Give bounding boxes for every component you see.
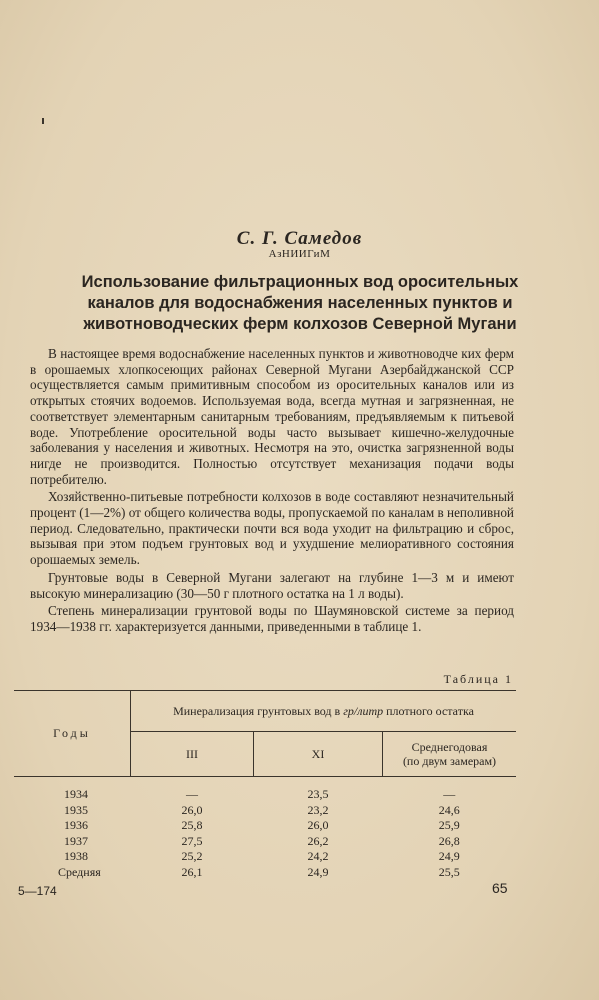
cell-year: 1936 <box>64 818 88 832</box>
cell-iii: 26,1 <box>181 864 203 879</box>
paragraph: Грунтовые воды в Северной Мугани залегают на глубине 1—3 м и имеют высокую минерализацию (30—50 г плотного остатка на 1 л воды). <box>30 569 514 601</box>
cell-xi: 26,2 <box>307 833 329 848</box>
article-body <box>30 346 514 635</box>
page-number: 65 <box>492 880 508 896</box>
table-row <box>14 834 516 850</box>
cell-iii: 25,8 <box>181 818 203 832</box>
table-row <box>14 803 516 819</box>
header-mineralization <box>131 691 517 732</box>
author-affiliation: АзНИИГиМ <box>268 248 331 260</box>
header-col-iii: III <box>131 732 254 777</box>
table-row <box>14 777 516 803</box>
header-suffix: плотного остатка <box>383 703 474 718</box>
header-avg-line2: (по двум замерам) <box>402 754 497 768</box>
paragraph: Степень минерализации грунтовой воды по Шаумяновской системе за период 1934—1938 гг. характеризуется данными, приведенными в таблице 1. <box>30 603 514 634</box>
header-unit: гр/литр <box>343 703 384 718</box>
cell-year: 1934 <box>64 787 88 801</box>
table-row <box>14 818 516 834</box>
header-avg-line1: Среднегодовая <box>411 740 488 754</box>
cell-xi: 24,9 <box>307 864 329 879</box>
cell-year: 1938 <box>64 849 88 863</box>
header-col-xi: XI <box>254 732 383 777</box>
cell-avg: 26,8 <box>438 833 460 848</box>
cell-avg: 25,9 <box>438 818 460 832</box>
table-row-average <box>14 865 516 881</box>
cell-iii: 27,5 <box>181 833 203 848</box>
mineralization-table <box>14 690 516 880</box>
header-prefix: Минерализация грунтовых вод в <box>173 703 344 718</box>
table-row <box>14 849 516 865</box>
cell-avg: — <box>443 787 456 801</box>
title-line: животноводческих ферм колхозов Северной Мугани <box>83 315 517 333</box>
cell-avg: 25,5 <box>438 864 460 879</box>
cell-avg: 24,6 <box>438 802 460 817</box>
cell-xi: 23,2 <box>307 802 329 817</box>
title-line: каналов для водоснабжения населенных пунктов и <box>87 294 513 312</box>
cell-year: 1935 <box>64 802 88 817</box>
header-years: Годы <box>14 691 131 777</box>
cell-xi: 26,0 <box>307 818 329 832</box>
paragraph: Хозяйственно-питьевые потребности колхозов в воде составляют незначительный процент (1—2%) от общего количества воды, пропускаемой по каналам в неполивной период. Следовательно, практически почти вся вода уходит на фильтрацию и сброс, вызывая при этом подъем грунтовых вод и ухудшение мелиоративного состояния орошаемых земель. <box>30 489 514 568</box>
header-col-avg <box>383 732 517 777</box>
paragraph: В настоящее время водоснабжение населенных пунктов и животноводче ких ферм в орошаемых хлопкосеющих районах Северной Мугани Азербайджанской ССР осуществляется самым примитивным способом из оросительных каналов или из открытых стоячих водоемов. Используемая вода, всегда мутная и загрязненная, не соответствует элементарным санитарным требованиям, предъявляемым к питьевой воде. Употребление оросительной воды часто вызывает кишечно-желудочные заболевания у населения и животных. Несмотря на это, очистка загрязненной воды нигде не производится. Полностью отсутствует механизация подачи воды потребителю. <box>30 346 514 487</box>
article-title <box>40 272 560 335</box>
cell-year: 1937 <box>64 833 88 848</box>
printer-signature: 5—174 <box>18 884 57 898</box>
cell-iii: 26,0 <box>181 802 203 817</box>
author-name: С. Г. Самедов <box>236 228 363 249</box>
table-caption: Таблица 1 <box>443 672 513 686</box>
title-line: Использование фильтрационных вод оросительных <box>81 273 519 291</box>
ink-speck <box>42 118 44 124</box>
cell-iii: — <box>186 787 198 801</box>
cell-year: Средняя <box>58 864 101 879</box>
cell-xi: 23,5 <box>307 787 329 801</box>
cell-avg: 24,9 <box>438 849 460 863</box>
cell-iii: 25,2 <box>181 849 203 863</box>
cell-xi: 24,2 <box>307 849 329 863</box>
